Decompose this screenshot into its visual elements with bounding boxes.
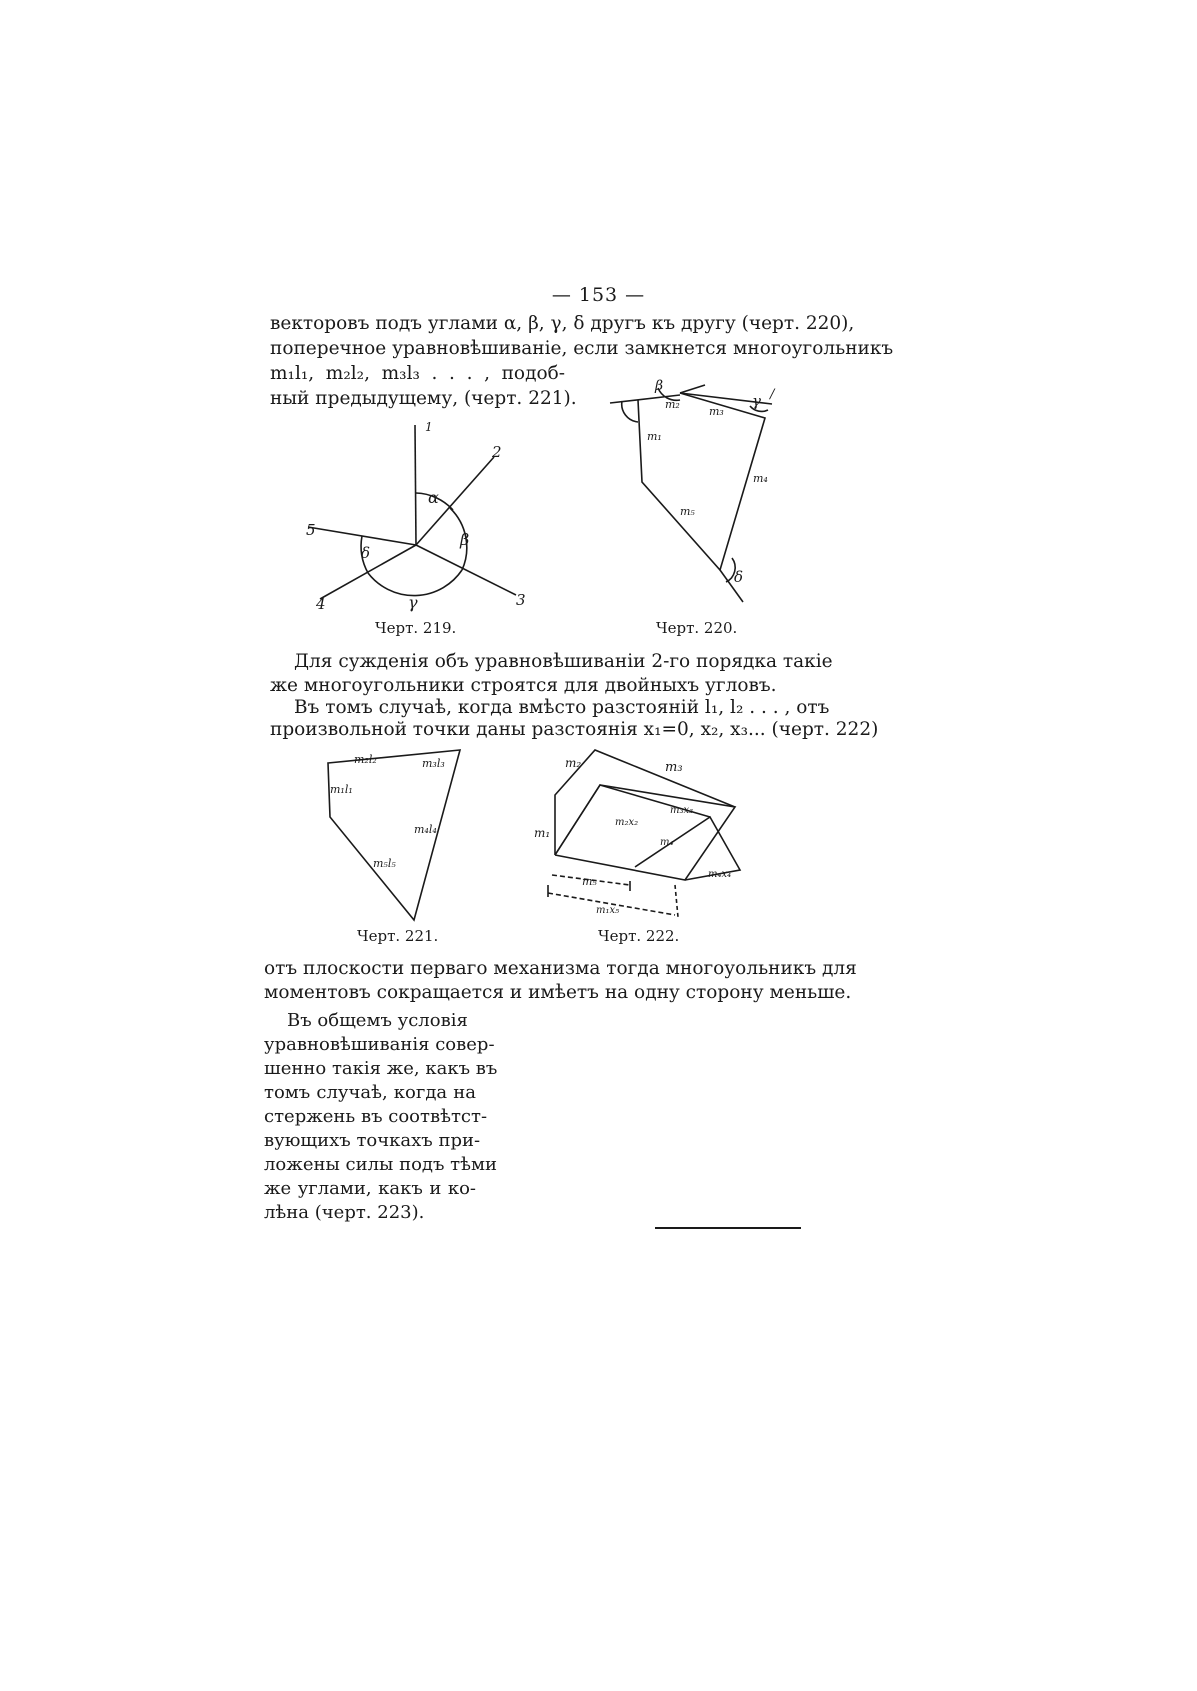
fig222-label-m2x2: m₂x₂	[615, 817, 639, 828]
fig220-label-m4: m₄	[753, 472, 768, 485]
fig219-caption: Черт. 219.	[375, 619, 457, 637]
fig219-label-2: 2	[492, 443, 502, 461]
fig220-label-m1: m₁	[647, 430, 662, 443]
fig220-label-gamma: γ	[752, 392, 761, 410]
fig219-axis-1	[415, 425, 416, 545]
fig220-ext-top	[680, 385, 705, 393]
para1-line1: векторовъ подъ углами α, β, γ, δ другъ къ другу (черт. 220),	[270, 313, 855, 334]
para4-line2: моментовъ сокращается и имѣетъ на одну сторону меньше.	[264, 982, 852, 1003]
fig222-label-m5: m₅	[582, 875, 597, 888]
para3-line1: Въ томъ случаѣ, когда вмѣсто разстояній l₁, l₂ . . . , отъ	[294, 697, 830, 718]
fig221-label-m3l3: m₃l₃	[422, 757, 445, 770]
figure-220	[600, 370, 800, 610]
para5-line5: стержень въ соотвѣтст-	[264, 1106, 488, 1127]
fig220-label-m3: m₃	[709, 405, 724, 418]
fig219-gamma-arc	[368, 570, 462, 596]
fig222-label-m4: m₄	[660, 837, 674, 848]
fig222-caption: Черт. 222.	[598, 927, 680, 945]
fig219-label-alpha: α	[428, 488, 439, 507]
fig220-label-delta: δ	[734, 568, 744, 586]
para2-line1: Для сужденія объ уравновѣшиваніи 2-го порядка такіе	[294, 651, 833, 672]
fig219-label-beta: β	[460, 530, 470, 549]
para5-line4: томъ случаѣ, когда на	[264, 1082, 476, 1103]
para1-line3: m₁l₁, m₂l₂, m₃l₃ . . . , подоб-	[270, 363, 565, 384]
fig220-label-beta: β	[655, 378, 664, 394]
para4-line1: отъ плоскости перваго механизма тогда многоуольникъ для	[264, 958, 857, 979]
para1-line4: ный предыдущему, (черт. 221).	[270, 388, 577, 409]
page-number: — 153 —	[551, 284, 646, 306]
figure-222	[530, 745, 780, 925]
para5-line2: уравновѣшиванія совер-	[264, 1034, 495, 1055]
fig222-label-m1x5: m₁x₅	[596, 905, 620, 916]
fig222-upper-plane	[555, 785, 735, 880]
fig219-label-3: 3	[516, 591, 526, 609]
fig221-label-m5l5: m₅l₅	[373, 857, 396, 870]
fig220-label-m2: m₂	[665, 398, 680, 411]
fig221-label-m2l2: m₂l₂	[354, 753, 377, 766]
figure-219	[298, 415, 548, 615]
fig219-label-5: 5	[306, 521, 316, 539]
fig219-label-4: 4	[316, 595, 326, 613]
fig222-label-m1: m₁	[534, 826, 551, 840]
para5-line6: вующихъ точкахъ при-	[264, 1130, 481, 1151]
fig220-caption: Черт. 220.	[656, 619, 738, 637]
fig220-polygon	[638, 393, 765, 570]
fig221-label-m4l4: m₄l₄	[414, 823, 437, 836]
fig222-label-m3x3: m₃x₃	[670, 805, 694, 816]
para5-line3: шенно такія же, какъ въ	[264, 1058, 498, 1079]
fig221-label-m1l1: m₁l₁	[330, 783, 353, 796]
fig221-polygon	[328, 750, 460, 920]
fig222-tick3	[675, 885, 678, 917]
para3-line2: произвольной точки даны разстоянія x₁=0, x₂, x₃... (черт. 222)	[270, 719, 879, 740]
para2-line2: же многоугольники строятся для двойныхъ угловъ.	[270, 675, 777, 696]
fig219-label-delta: δ	[361, 544, 371, 562]
para5-line9: лѣна (черт. 223).	[264, 1202, 425, 1223]
figure-221	[318, 745, 468, 925]
para5-line1: Въ общемъ условія	[287, 1010, 468, 1031]
closing-rule	[655, 1227, 801, 1229]
para1-line2: поперечное уравновѣшиваніе, если замкнется многоугольникъ	[270, 338, 894, 359]
fig221-caption: Черт. 221.	[357, 927, 439, 945]
fig220-delta-arc	[622, 401, 638, 422]
fig220-label-one: /	[770, 387, 775, 402]
para5-line8: же углами, какъ и ко-	[264, 1178, 476, 1199]
para5-line7: ложены силы подъ тѣми	[264, 1154, 497, 1175]
fig219-label-gamma: γ	[408, 593, 418, 612]
fig222-label-m3: m₃	[665, 760, 683, 775]
fig219-label-1: 1	[425, 420, 433, 434]
fig222-label-m2: m₂	[565, 756, 582, 770]
fig222-label-m4x4: m₄x₄	[708, 869, 732, 880]
fig220-label-m5: m₅	[680, 505, 695, 518]
